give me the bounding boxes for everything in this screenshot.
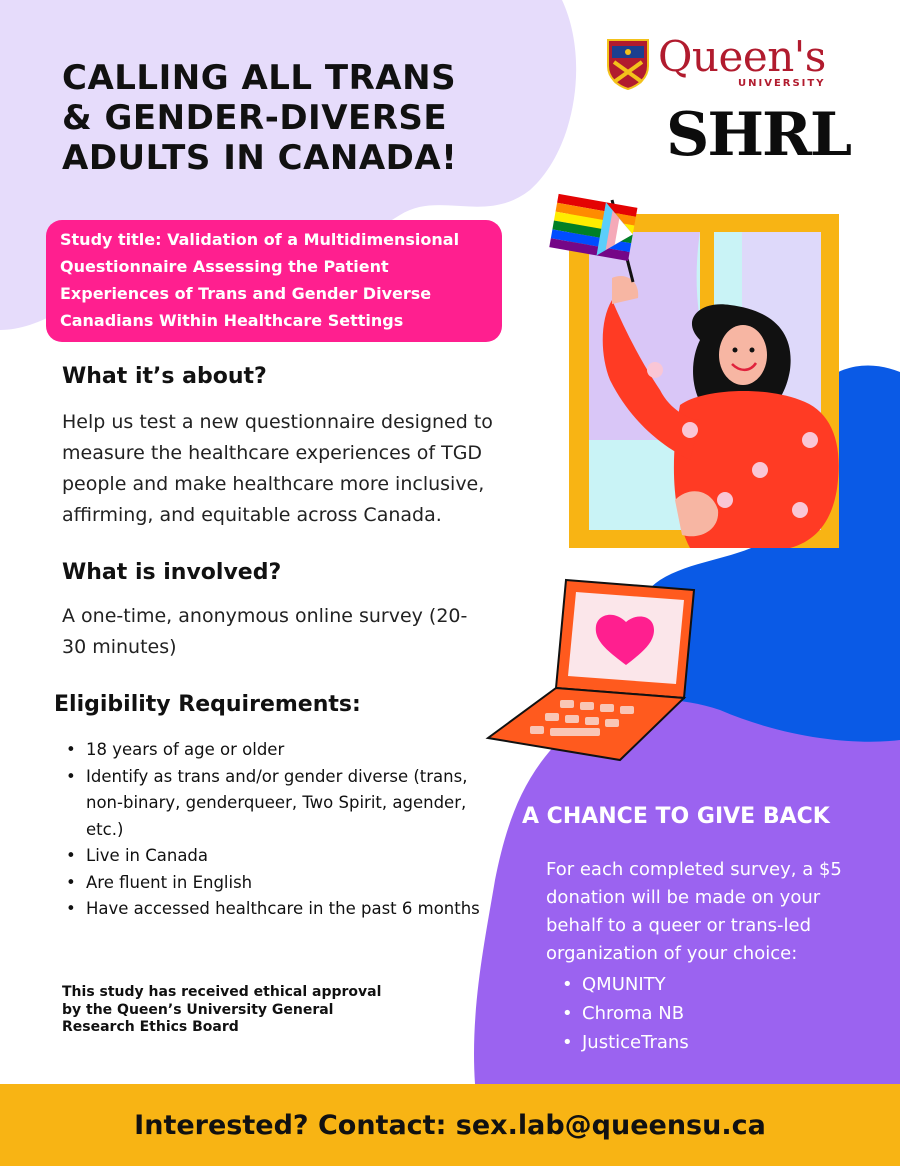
list-item: • Chroma NB xyxy=(560,999,689,1028)
give-back-heading: A CHANCE TO GIVE BACK xyxy=(522,804,830,829)
contact-text[interactable]: Interested? Contact: sex.lab@queensu.ca xyxy=(134,1109,766,1141)
list-item: • JusticeTrans xyxy=(560,1028,689,1057)
study-title-banner: Study title: Validation of a Multidimensional Questionnaire Assessing the Patient Experiences of Trans and Gender Diverse Canadians Within Healthcare Settings xyxy=(46,220,502,342)
laptop-illustration xyxy=(488,580,694,760)
contact-footer xyxy=(0,1084,900,1166)
list-item: • Identify as trans and/or gender diverse (trans, non-binary, genderqueer, Two Spirit, agender, etc.) xyxy=(62,764,482,844)
headline-line: & GENDER-DIVERSE xyxy=(62,98,448,138)
ethics-statement: This study has received ethical approval by the Queen’s University General Research Ethics Board xyxy=(62,984,382,1035)
involved-text: A one-time, anonymous online survey (20-30 minutes) xyxy=(62,605,468,658)
list-item: • 18 years of age or older xyxy=(62,737,482,764)
headline-line: CALLING ALL TRANS xyxy=(62,58,457,98)
queens-university-label: UNIVERSITY xyxy=(738,78,826,89)
about-text: Help us test a new questionnaire designed to measure the healthcare experiences of TGD people and make healthcare more inclusive, affirming, and equitable across Canada. xyxy=(62,411,493,526)
eligibility-heading: Eligibility Requirements: xyxy=(54,692,361,717)
list-item: • Are fluent in English xyxy=(62,870,482,897)
about-heading: What it’s about? xyxy=(62,364,267,389)
shrl-logo: SHRL xyxy=(666,100,851,170)
list-item: • Live in Canada xyxy=(62,843,482,870)
list-item: • QMUNITY xyxy=(560,970,689,999)
headline-line: ADULTS IN CANADA! xyxy=(62,138,458,178)
organization-list xyxy=(560,970,689,1057)
list-item: • Have accessed healthcare in the past 6 months xyxy=(62,896,482,923)
give-back-text: For each completed survey, a $5 donation will be made on your behalf to a queer or trans-led organization of your choice: xyxy=(546,859,842,964)
queens-wordmark: Queen's xyxy=(658,32,826,81)
involved-heading: What is involved? xyxy=(62,560,282,585)
